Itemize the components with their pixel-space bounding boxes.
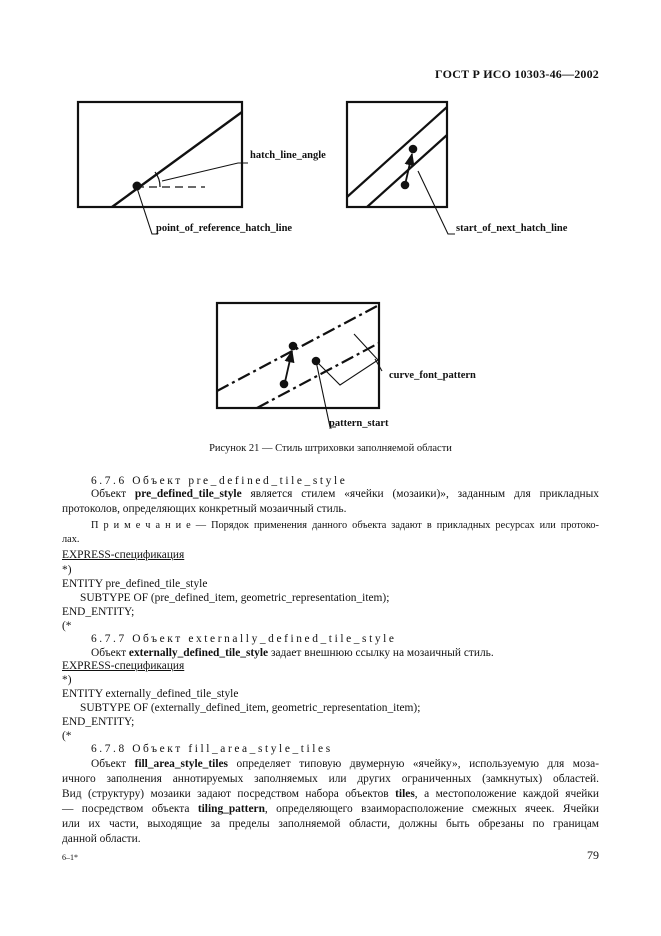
para-6-7-6-line2: протоколов, определяющих конкретный мозаичный стиль.	[62, 503, 347, 515]
express-entity-1: ENTITY pre_defined_tile_style	[62, 578, 208, 590]
express-entity-2: ENTITY externally_defined_tile_style	[62, 688, 239, 700]
heading-6-7-8: 6.7.8 Объект fill_area_style_tiles	[91, 743, 333, 755]
pattern-point-b	[289, 342, 298, 351]
font-line-2	[257, 343, 379, 408]
express-subtype-1: SUBTYPE OF (pre_defined_item, geometric_representation_item);	[80, 592, 390, 604]
para-6-7-7: Объект externally_defined_tile_style задает внешнюю ссылку на мозаичный стиль.	[91, 647, 494, 659]
label-hatch-line-angle: hatch_line_angle	[250, 150, 326, 161]
label-start-of-next: start_of_next_hatch_line	[456, 223, 568, 234]
express-open-1: *)	[62, 564, 72, 576]
hatch-line-1	[347, 107, 447, 197]
font-line-1	[217, 305, 379, 391]
panel-next-hatch	[347, 102, 455, 234]
figure-caption: Рисунок 21 — Стиль штриховки заполняемой области	[209, 443, 452, 454]
offset-arrow-3	[285, 351, 292, 382]
express-subtype-2: SUBTYPE OF (externally_defined_item, geometric_representation_item);	[80, 702, 421, 714]
para-6-7-8-line2: ичного заполнения аннотируемых заполняемых или других ограниченных (замкнутых) областей.	[62, 773, 599, 785]
leader-point-reference	[137, 188, 158, 234]
label-curve-font-pattern: curve_font_pattern	[389, 370, 476, 381]
leader-hatch-angle	[162, 163, 248, 181]
express-spec-title-1: EXPRESS-спецификация	[62, 549, 185, 561]
express-spec-title-2: EXPRESS-спецификация	[62, 660, 185, 672]
pattern-point-a	[280, 380, 289, 389]
panel-curve-font	[217, 303, 382, 427]
note-line2: лах.	[62, 534, 80, 545]
page-number: 79	[587, 848, 599, 862]
label-point-of-reference: point_of_reference_hatch_line	[156, 223, 293, 234]
offset-arrow	[405, 154, 412, 185]
express-close-2: (*	[62, 730, 72, 742]
para-6-7-8-line6: данной области.	[62, 833, 141, 845]
para-6-7-8-line4: — посредством объекта tiling_pattern, определяющего взаиморасположение смежных ячеек. Ячейки	[62, 803, 599, 815]
document-header: ГОСТ Р ИСО 10303-46—2002	[435, 67, 599, 81]
footer-sheet-mark: 6–1*	[62, 853, 78, 862]
heading-6-7-6: 6.7.6 Объект pre_defined_tile_style	[91, 475, 348, 487]
heading-6-7-7: 6.7.7 Объект externally_defined_tile_style	[91, 633, 397, 645]
para-6-7-8-line1: Объект fill_area_style_tiles определяет типовую двумерную «ячейку», используемую для моза-	[91, 758, 599, 770]
next-start-point	[409, 145, 418, 154]
note-line1: П р и м е ч а н и е — Порядок применения данного объекта задают в прикладных ресурсах или протоко-	[91, 520, 599, 531]
leader-start-next	[418, 171, 455, 234]
label-pattern-start: pattern_start	[329, 418, 389, 429]
express-end-2: END_ENTITY;	[62, 716, 135, 728]
express-close-1: (*	[62, 620, 72, 632]
express-open-2: *)	[62, 674, 72, 686]
figure-21	[0, 0, 661, 440]
para-6-7-6-line1: Объект pre_defined_tile_style является стилем «ячейки (мозаики)», заданным для прикладных	[91, 488, 599, 500]
hatch-line	[112, 112, 242, 207]
para-6-7-8-line3: Вид (структуру) мозаики задают посредством набора объектов tiles, а местоположение каждой ячейки	[62, 788, 599, 800]
hatch-line-2	[367, 135, 447, 207]
express-end-1: END_ENTITY;	[62, 606, 135, 618]
para-6-7-8-line5: или их части, выходящие за пределы заполняемой области, должны быть обрезаны по границам	[62, 818, 599, 830]
panel-hatch-angle	[78, 102, 248, 234]
